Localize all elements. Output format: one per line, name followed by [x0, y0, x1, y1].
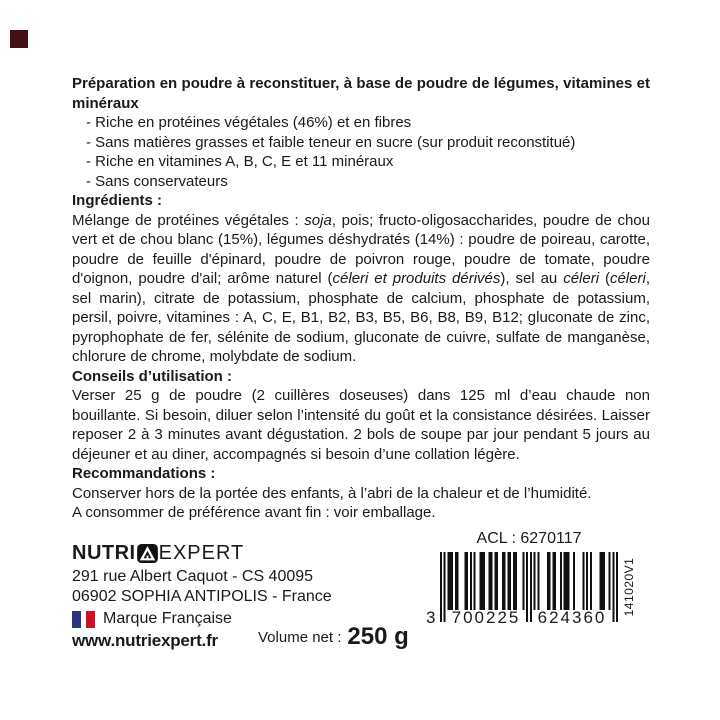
french-flag-icon: [72, 611, 95, 628]
label-text-block: [72, 74, 650, 523]
flag-blue-bar: [72, 611, 81, 628]
barcode-digits-right: 624360: [537, 608, 607, 627]
ingredients-heading: Ingrédients :: [72, 192, 163, 209]
label-footer: [0, 528, 720, 720]
net-volume-value: 250 g: [347, 623, 409, 650]
address-line2: 06902 SOPHIA ANTIPOLIS - France: [72, 588, 332, 605]
claims-list: [72, 113, 650, 191]
barcode-digits: [426, 608, 618, 628]
flag-red-bar: [86, 611, 95, 628]
recommendations-line: A consommer de préférence avant fin : voir emballage.: [72, 504, 436, 521]
barcode-block: [426, 530, 640, 640]
barcode-digits-left: 700225: [451, 608, 521, 627]
barcode-digit-first: 3: [426, 608, 438, 627]
claim-item: - Riche en protéines végétales (46%) et en fibres: [86, 114, 412, 131]
product-description-title: Préparation en poudre à reconstituer, à base de poudre de légumes, vitamines et minéraux: [72, 75, 650, 112]
claim-item: - Sans conservateurs: [86, 172, 228, 190]
claim-item: - Riche en vitamines A, B, C, E et 11 minéraux: [86, 153, 394, 170]
website-url: www.nutriexpert.fr: [72, 631, 218, 650]
nutriexpert-mortar-icon: [137, 544, 158, 563]
net-volume-label: Volume net :: [258, 629, 342, 646]
claim-item: - Sans matières grasses et faible teneur en sucre (sur produit reconstitué): [86, 133, 576, 151]
usage-text: Verser 25 g de poudre (2 cuillères doseuses) dans 125 ml d’eau chaude non bouillante. Si besoin, diluer selon l’intensité du goût et la consistance désirées. Laisser reposer 2 à 3 minutes avant dégustation. 2 bols de soupe par jour pendant 5 jours au déjeuner et au diner, accompagnés si besoin d’une collation légère.: [72, 387, 650, 463]
usage-heading: Conseils d’utilisation :: [72, 367, 233, 385]
net-volume: [258, 625, 409, 649]
recommendations-heading: Recommandations :: [72, 465, 216, 482]
origin-row: [72, 610, 232, 628]
batch-side-code: 141020V1: [622, 557, 636, 617]
address-line1: 291 rue Albert Caquot - CS 40095: [72, 568, 314, 585]
recommendations-line: Conserver hors de la portée des enfants, à l’abri de la chaleur et de l’humidité.: [72, 484, 592, 502]
brand-logo: [72, 542, 244, 564]
acl-code: ACL : 6270117: [476, 530, 582, 547]
brand-name-right: EXPERT: [158, 541, 245, 564]
brand-name-left: NUTRI: [72, 541, 136, 564]
ingredients-text: Mélange de protéines végétales : soja, pois; fructo-oligosaccharides, poudre de chou vert et de chou blanc (15%), légumes déshydratés (14%) : poudre de poireau, carotte, poudre de feuille d'épinard, poudre de poivron rouge, poudre de tomate, poudre d'oignon, poudre d'ail; arôme naturel (céleri et produits dérivés), sel au céleri (céleri, sel marin), citrate de potassium, phosphate de calcium, phosphate de potassium, persil, poivre, vitamines : A, C, E, B1, B2, B3, B5, B6, B8, B9, B12; gluconate de zinc, pyrophophate de fer, sélénite de sodium, gluconate de cuivre, sulfate de manganèse, chlorure de chrome, molybdate de sodium.: [72, 211, 650, 365]
origin-label: Marque Française: [103, 610, 232, 627]
print-registration-mark: [10, 30, 28, 48]
